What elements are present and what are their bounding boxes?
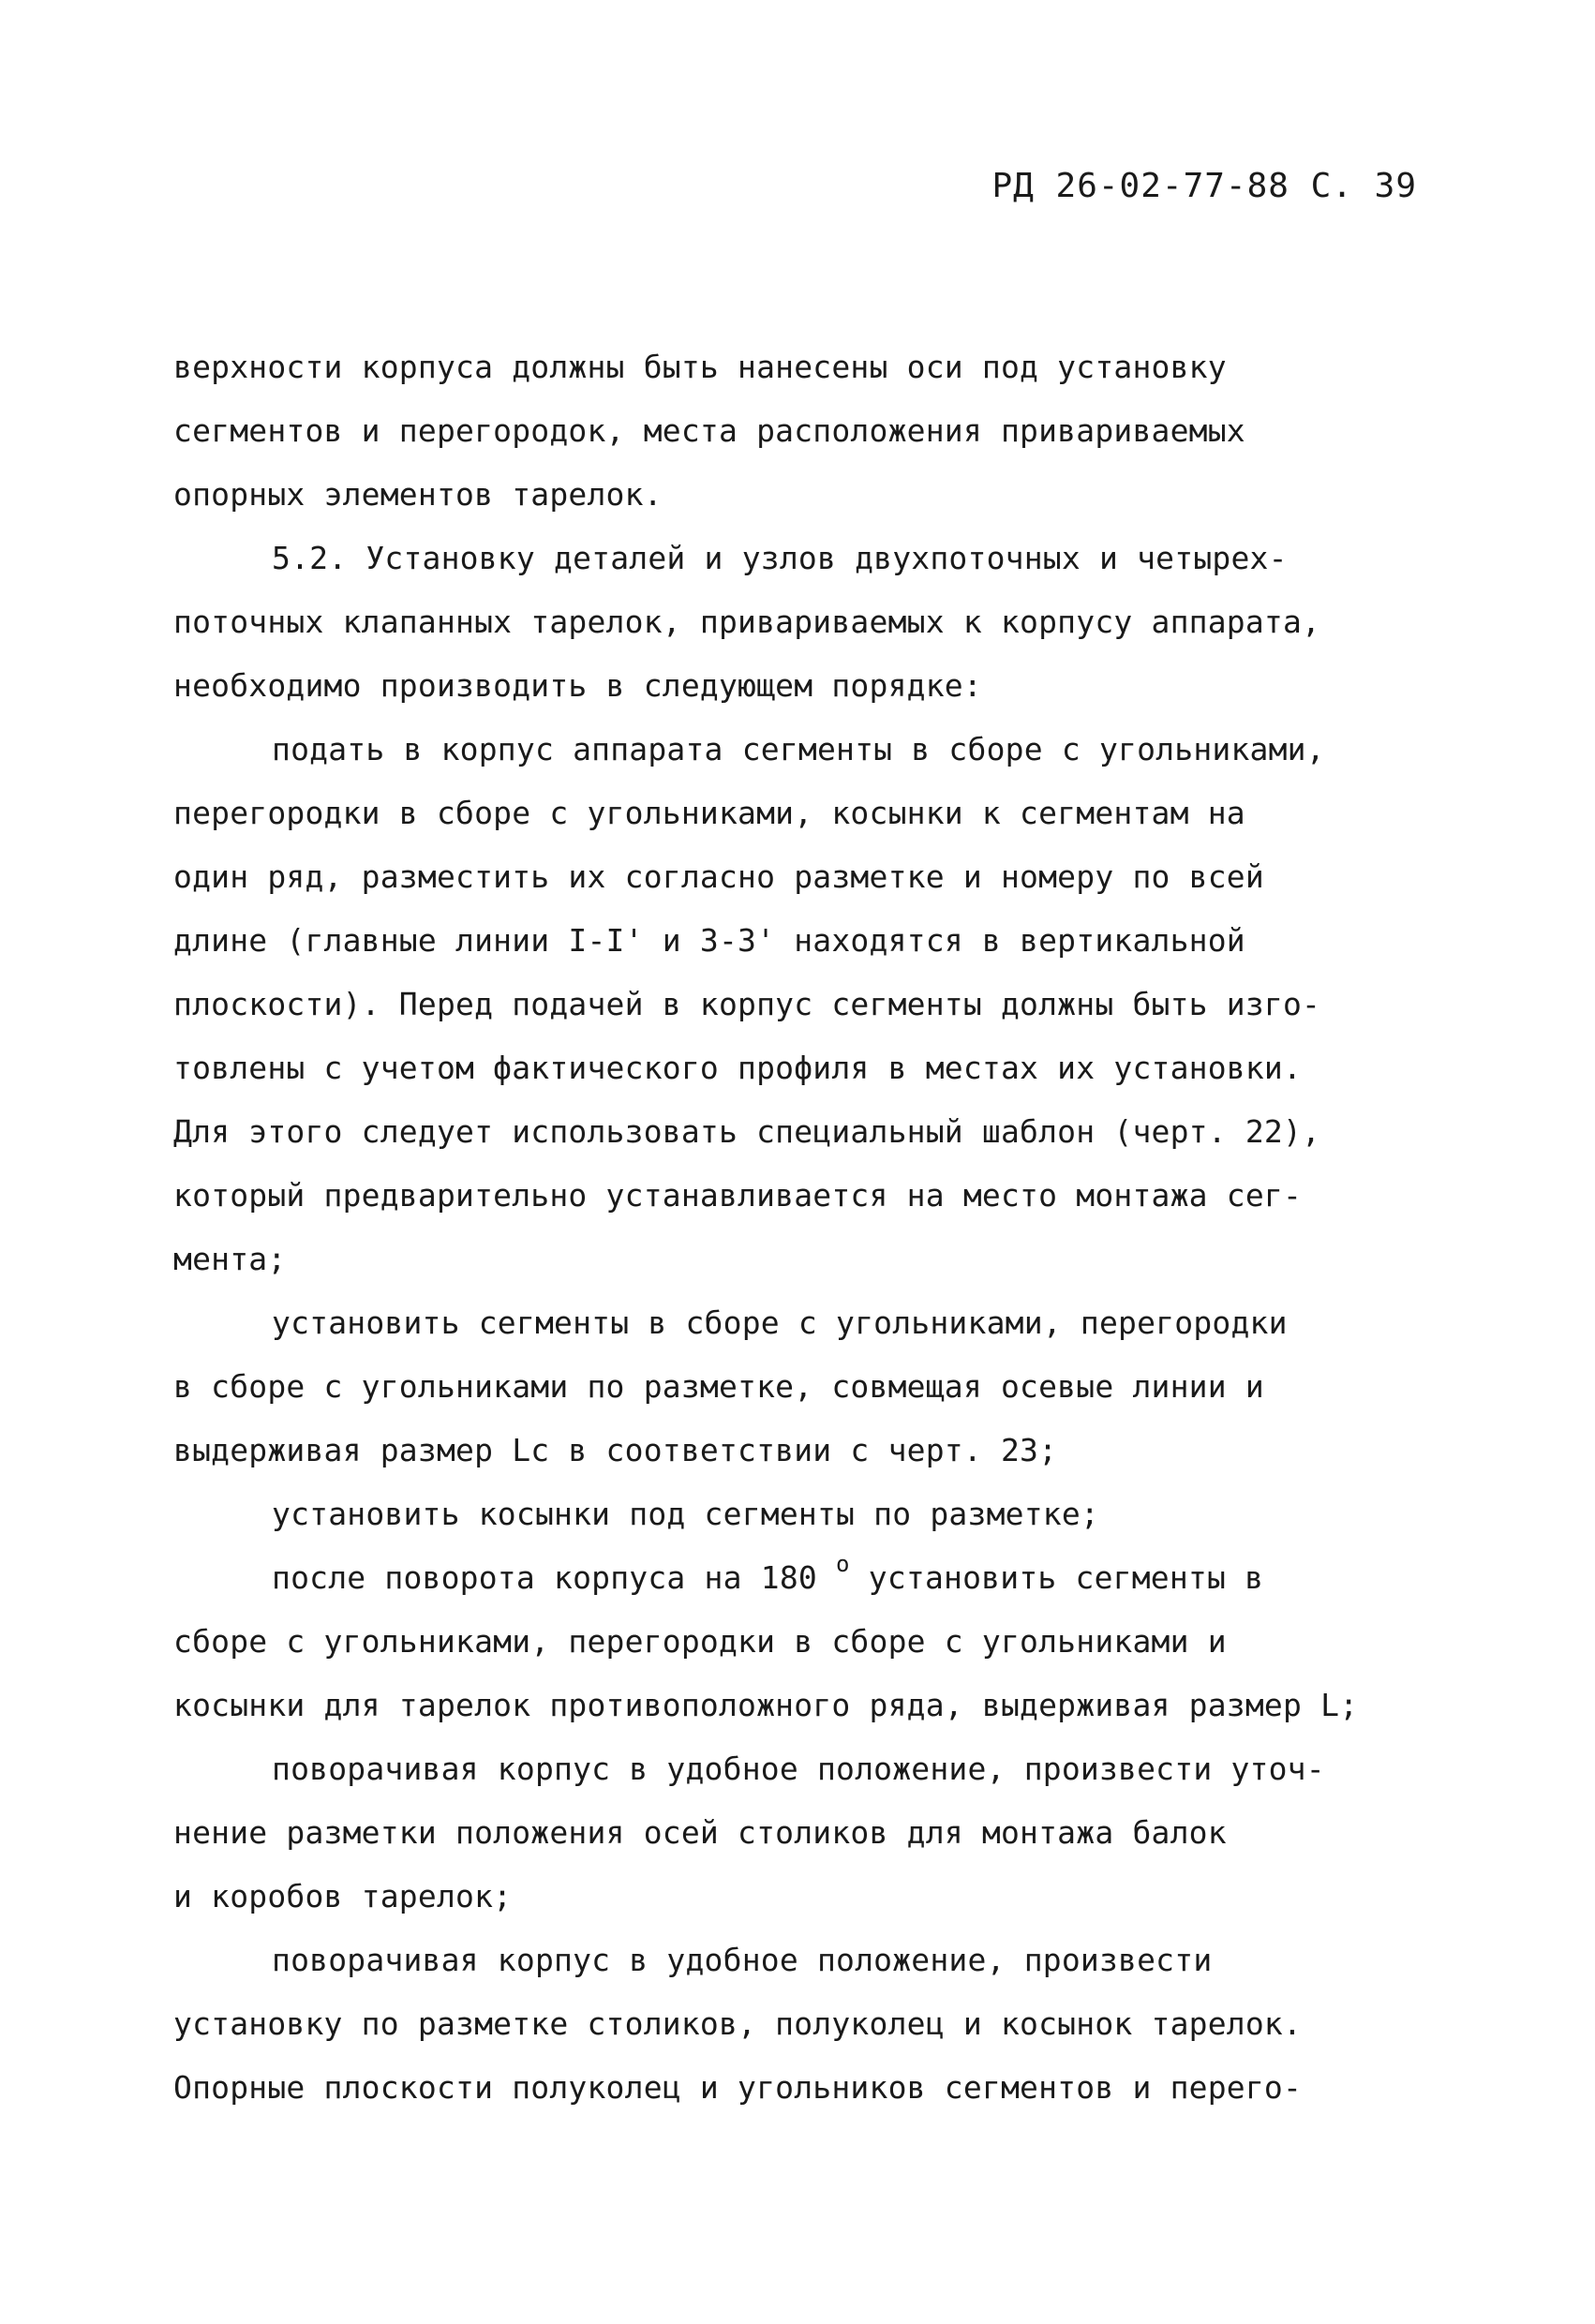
section-heading-line: 5.2. Установку деталей и узлов двухпоточных и четырех- xyxy=(272,540,1288,576)
text-line-with-degree xyxy=(272,1551,1264,1596)
text-fragment: установить сегменты в xyxy=(868,1559,1264,1596)
text-line: в сборе с угольниками по разметке, совмещая осевые линии и xyxy=(173,1368,1264,1405)
text-line: поточных клапанных тарелок, привариваемых к корпусу аппарата, xyxy=(173,603,1321,640)
text-line: Опорные плоскости полуколец и угольников сегментов и перего- xyxy=(173,2069,1303,2106)
document-code: РД 26-02-77-88 xyxy=(991,167,1289,205)
text-line: и коробов тарелок; xyxy=(173,1878,513,1914)
text-line: установку по разметке столиков, полуколец и косынок тарелок. xyxy=(173,2005,1303,2042)
text-line: сегментов и перегородок, места расположения привариваемых xyxy=(173,412,1245,449)
text-fragment: после поворота корпуса на 180 xyxy=(272,1559,817,1596)
text-line: мента; xyxy=(173,1241,287,1277)
page-number: С. 39 xyxy=(1310,167,1417,205)
text-line: поворачивая корпус в удобное положение, произвести уточ- xyxy=(272,1750,1325,1787)
text-line: подать в корпус аппарата сегменты в сборе с угольниками, xyxy=(272,731,1325,767)
text-line: опорных элементов тарелок. xyxy=(173,476,663,513)
text-line: один ряд, разместить их согласно разметке и номеру по всей xyxy=(173,858,1264,895)
text-line: длине (главные линии I-I' и 3-3' находятся в вертикальной xyxy=(173,922,1245,959)
page-header xyxy=(992,167,1418,205)
text-line: нение разметки положения осей столиков для монтажа балок xyxy=(173,1814,1227,1851)
text-line: верхности корпуса должны быть нанесены оси под установку xyxy=(173,349,1227,385)
text-line: товлены с учетом фактического профиля в местах их установки. xyxy=(173,1050,1303,1086)
text-line: установить косынки под сегменты по разметке; xyxy=(272,1496,1099,1532)
text-line: необходимо производить в следующем порядке: xyxy=(173,667,982,704)
text-line: поворачивая корпус в удобное положение, произвести xyxy=(272,1942,1213,1978)
text-line: который предварительно устанавливается на место монтажа сег- xyxy=(173,1177,1303,1214)
text-line: Для этого следует использовать специальный шаблон (черт. 22), xyxy=(173,1113,1321,1150)
text-line: выдерживая размер Lc в соответствии с черт. 23; xyxy=(173,1432,1058,1468)
text-line: сборе с угольниками, перегородки в сборе с угольниками и xyxy=(173,1623,1227,1660)
text-line: перегородки в сборе с угольниками, косынки к сегментам на xyxy=(173,795,1245,831)
text-line: установить сегменты в сборе с угольниками, перегородки xyxy=(272,1304,1288,1341)
text-line: плоскости). Перед подачей в корпус сегменты должны быть изго- xyxy=(173,986,1321,1022)
degree-symbol: о xyxy=(836,1551,850,1577)
text-line: косынки для тарелок противоположного ряда, выдерживая размер L; xyxy=(173,1687,1359,1723)
